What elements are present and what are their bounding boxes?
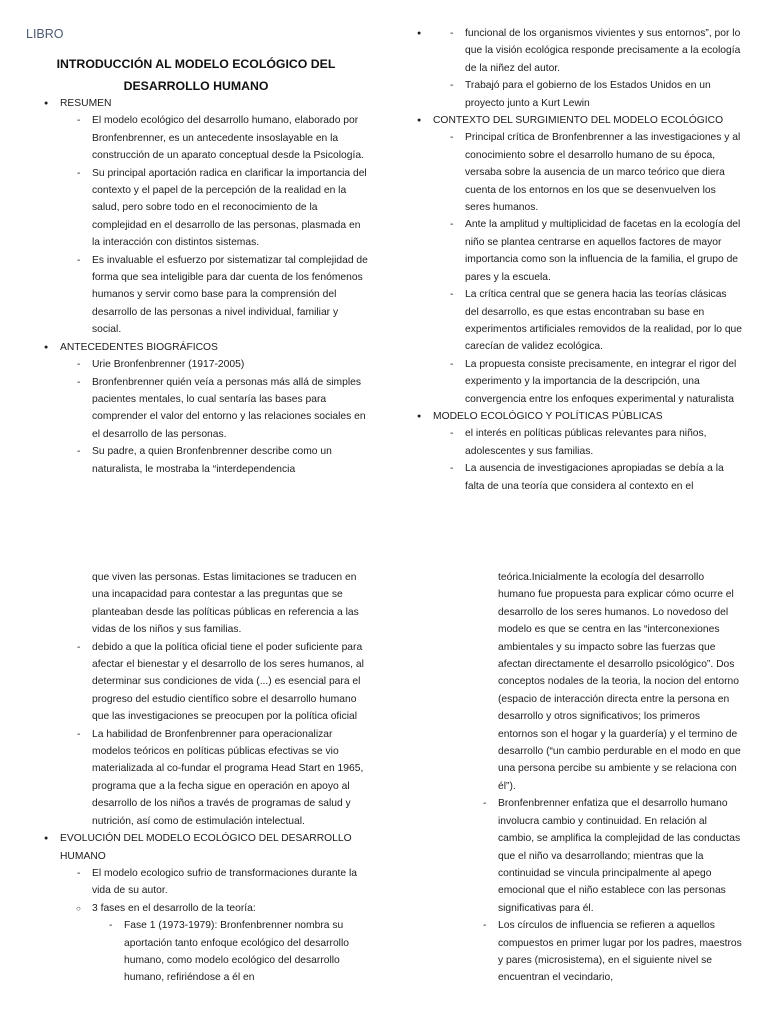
- document-title: INTRODUCCIÓN AL MODELO ECOLÓGICO DEL DESARROLLO HUMANO: [56, 57, 336, 93]
- list-item: - El modelo ecológico del desarrollo humano, elaborado por Bronfenbrenner, es un antecedente insoslayable en la construcción de un aparato conceptual desde la Psicología.: [60, 112, 370, 164]
- list-item: - La crítica central que se genera hacia las teorías clásicas del desarrollo, es que estas encontraban su base en experimentos artificiales removidos de la realidad, por lo que carecían de validez ecológica.: [433, 286, 743, 356]
- continuation-text-span: funcional de los organismos vivientes y sus entornos”, por lo que la visión ecológica responde precisamente a la ecología de la niñez del autor.: [465, 28, 741, 74]
- continuation-text: que viven las personas. Estas limitaciones se traducen en una incapacidad para contestar a las preguntas que se planteaban desde las políticas públicas en referencia a las vidas de los niños y sus familias.: [92, 572, 359, 636]
- section-heading: ANTECEDENTES BIOGRÁFICOS: [60, 341, 218, 353]
- continuation-block: [401, 25, 743, 112]
- section-heading: EVOLUCIÓN DEL MODELO ECOLÓGICO DEL DESARROLLO HUMANO: [60, 833, 352, 862]
- section-antecedentes: [28, 339, 370, 478]
- left-bottom-column: [28, 569, 370, 987]
- list-item: - Bronfenbrenner quién veía a personas más allá de simples pacientes mentales, lo cual sentaría las bases para comprender el valor del entorno y las relaciones sociales en el desarrollo de las personas.: [60, 374, 370, 444]
- document-label: LIBRO: [26, 27, 64, 41]
- continuation-list: [28, 639, 370, 830]
- section-heading: CONTEXTO DEL SURGIMIENTO DEL MODELO ECOLÓGICO: [433, 115, 724, 127]
- section-heading: RESUMEN: [60, 98, 112, 109]
- list-item: - el interés en políticas públicas relevantes para niños, adolescentes y sus familias.: [433, 425, 743, 460]
- sub-list-item: - Fase 1 (1973-1979): Bronfenbrenner nombra su aportación tanto enfoque ecológico del desarrollo humano, como modelo ecológico del desarrollo humano, refiriéndose a él en: [92, 917, 370, 987]
- list-item: - La propuesta consiste precisamente, en integrar el rigor del experimento y la importancia de la descripción, una convergencia entre los enfoques experimental y naturalista: [433, 356, 743, 408]
- list-item: - El modelo ecologico sufrio de transformaciones durante la vida de su autor.: [60, 865, 370, 900]
- list-item: - Principal crítica de Bronfenbrenner a las investigaciones y al conocimiento sobre el desarrollo humano de su época, versaba sobre la ausencia de un marco teórico que diera cuenta de los entornos en los que se desenvuelven los seres humanos.: [433, 129, 743, 216]
- sub-list: [60, 900, 370, 987]
- right-top-column: [401, 25, 743, 495]
- list-item: - Es invaluable el esfuerzo por sistematizar tal complejidad de forma que sea inteligible para dar cuenta de los fenómenos humanos y servir como base para la comprensión del desarrollo de las personas a nivel individual, familiar y social.: [60, 252, 370, 339]
- list-item: - Bronfenbrenner enfatiza que el desarrollo humano involucra cambio y continuidad. En relación al cambio, se amplifica la complejidad de las conductas que el niño va desarrollando; mientras que la continuidad se vincula principalmente al apego emocional que el niño establece con las personas significativas para él.: [466, 795, 742, 917]
- list-item: - Urie Bronfenbrenner (1917-2005): [60, 356, 370, 373]
- section-heading: MODELO ECOLÓGICO Y POLÍTICAS PÚBLICAS: [433, 410, 663, 422]
- section-contexto: [401, 112, 743, 408]
- list-item: - Ante la amplitud y multiplicidad de facetas en la ecología del niño se plantea centrarse en aquellos factores de mayor importancia como son la influencia de la familia, el grupo de pares y la escuela.: [433, 216, 743, 286]
- list-item: - Su principal aportación radica en clarificar la importancia del contexto y el papel de la percepción de la realidad en la salud, pero sobre todo en el reconocimiento de la complejidad en el desarrollo de las personas, plasmada en la interacción con distintos sistemas.: [60, 165, 370, 252]
- section-resumen: [28, 95, 370, 339]
- list-item: - Los círculos de influencia se refieren a aquellos compuestos en primer lugar por los padres, maestros y pares (microsistema), en el siguiente nivel se encuentran el vecindario,: [466, 917, 742, 987]
- list-item: - La ausencia de investigaciones apropiadas se debía a la falta de una teoría que considera al contexto en el: [433, 460, 743, 495]
- right-bottom-column: [466, 569, 742, 987]
- list-item: - Su padre, a quien Bronfenbrenner describe como un naturalista, le mostraba la “interdependencia: [60, 443, 370, 478]
- section-politicas: [401, 408, 743, 495]
- list-item: - La habilidad de Bronfenbrenner para operacionalizar modelos teóricos en políticas públicas efectivas se vio materializada al co-fundar el programa Head Start en 1965, programa que a la fecha sigue en operación en apoyo al desarrollo de los niños a través de programas de salud y nutrición, así como de estimulación intelectual.: [60, 726, 370, 830]
- section-evolucion: [28, 830, 370, 987]
- continuation-text: teórica.Inicialmente la ecología del desarrollo humano fue propuesta para explicar cómo ocurre el desarrollo de los seres humanos. Lo novedoso del modelo es que se centra en las “interconexiones ambientales y su impacto sobre las fuerzas que afectan directamente el desarrollo psicológico”. Dos conceptos nodales de la teoria, la nocion del entorno (espacio de interacción directa entre la persona en desarrollo y otros significativos; los primeros entornos son el hogar y la guardería) y el termino de desarrollo (“un cambio perdurable en el modo en que una persona percibe su ambiente y se relaciona con él”).: [498, 572, 741, 792]
- left-top-column: [28, 95, 370, 478]
- continuation-text: [433, 25, 743, 77]
- sub-heading: 3 fases en el desarrollo de la teoría:: [92, 902, 256, 914]
- list-item: - Trabajó para el gobierno de los Estados Unidos en un proyecto junto a Kurt Lewin: [433, 77, 743, 112]
- list-item: - debido a que la política oficial tiene el poder suficiente para afectar el bienestar y el desarrollo de los seres humanos, al determinar sus condiciones de vida (...) es esencial para el progreso del estudio científico sobre el desarrollo humano que las investigaciones se preocupen por la política oficial: [60, 639, 370, 726]
